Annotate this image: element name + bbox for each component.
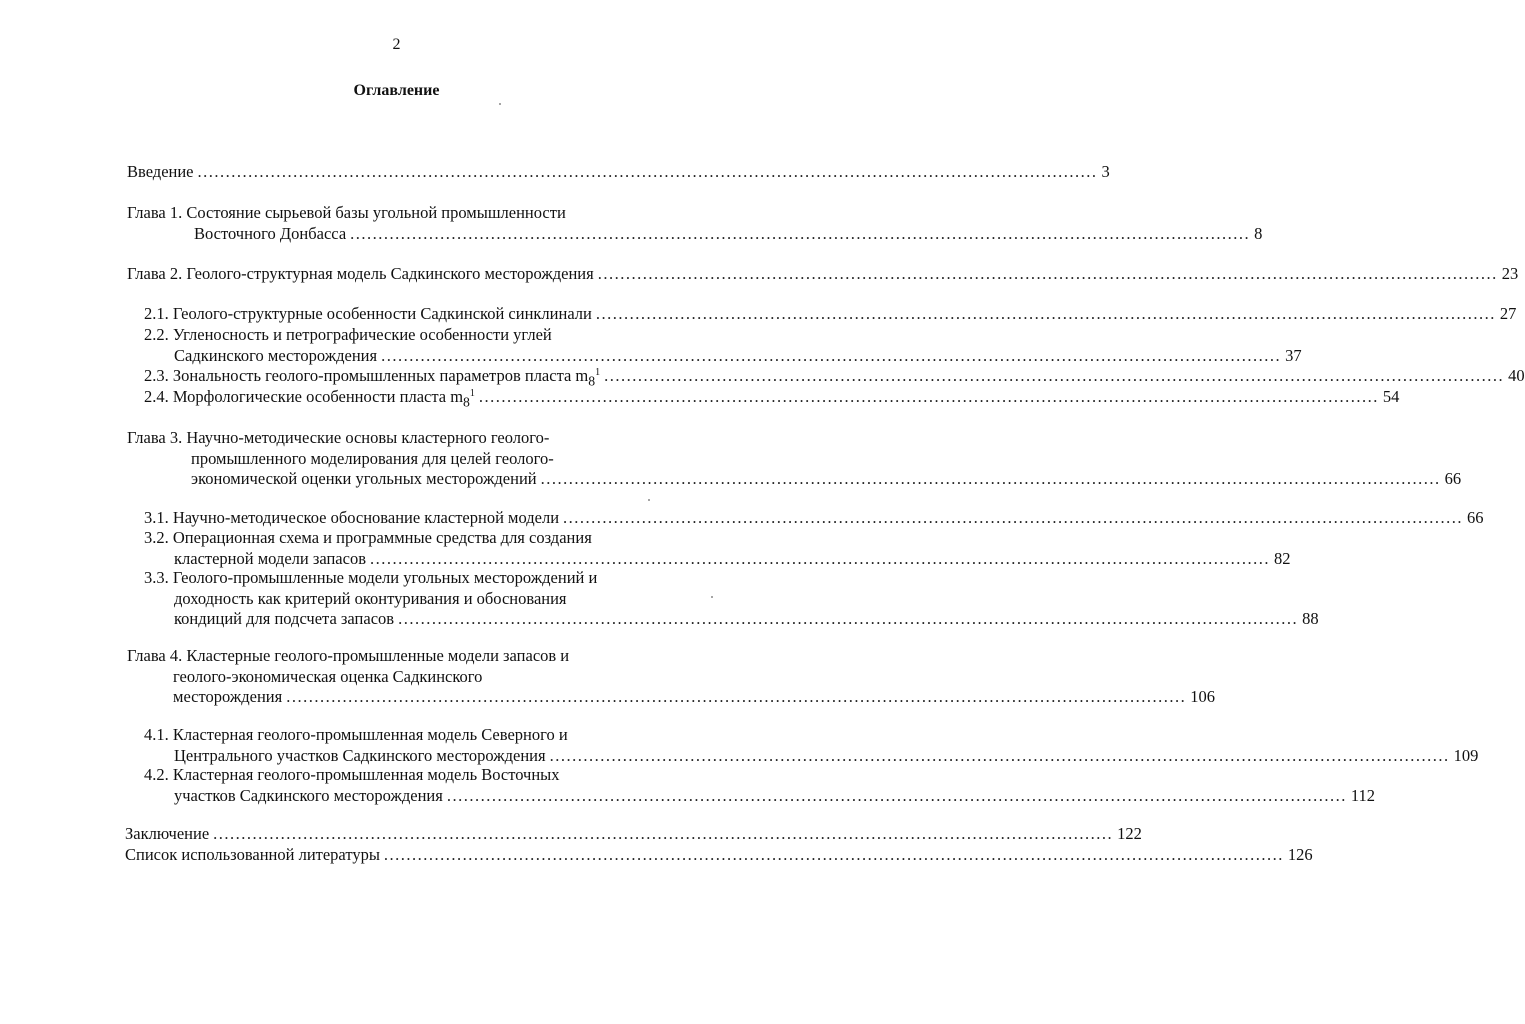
superscript: 1 bbox=[595, 367, 601, 378]
page-ref: 106 bbox=[1190, 687, 1215, 706]
page-ref: 66 bbox=[1444, 469, 1462, 488]
entry-number: 3.3. bbox=[144, 568, 169, 587]
toc-title: Оглавление bbox=[353, 82, 440, 99]
dot-leader: ................................................................................................................................................................ bbox=[595, 304, 1496, 323]
page-ref: 112 bbox=[1350, 785, 1375, 805]
page-ref: 126 bbox=[1287, 845, 1313, 864]
toc-entry-chapter-4[interactable] bbox=[127, 646, 1215, 708]
entry-number: Глава 3. bbox=[127, 428, 183, 447]
entry-title-cont: доходность как критерий оконтуривания и обоснования bbox=[174, 588, 567, 608]
page-ref: 3 bbox=[1101, 162, 1110, 181]
entry-title-cont: Садкинского месторождения bbox=[174, 345, 378, 365]
entry-title: Список использованной литературы bbox=[125, 845, 380, 864]
page-ref: 88 bbox=[1302, 609, 1319, 628]
toc-entry-section-2-3[interactable] bbox=[144, 366, 1525, 389]
dot-leader: ................................................................................................................................................................ bbox=[540, 469, 1441, 488]
scan-speck bbox=[499, 103, 501, 105]
entry-title-cont: экономической оценки угольных месторождений bbox=[191, 469, 537, 488]
entry-title-cont: месторождения bbox=[173, 687, 283, 706]
entry-title: Зональность геолого-промышленных параметров пласта m bbox=[172, 366, 589, 385]
dot-leader: ................................................................................................................................................................ bbox=[446, 785, 1347, 805]
toc-entry-section-3-1[interactable] bbox=[144, 508, 1484, 529]
entry-number: 4.2. bbox=[144, 765, 169, 784]
toc-entry-section-2-4[interactable] bbox=[144, 387, 1400, 410]
entry-title-cont: кластерной модели запасов bbox=[174, 548, 366, 568]
dot-leader: ................................................................................................................................................................ bbox=[197, 162, 1098, 181]
page-ref: 27 bbox=[1499, 304, 1517, 323]
page-number: 2 bbox=[392, 36, 401, 53]
subscript: 8 bbox=[463, 394, 470, 410]
dot-leader: ................................................................................................................................................................ bbox=[369, 548, 1270, 568]
entry-title: Геолого-промышленные модели угольных месторождений и bbox=[172, 568, 598, 587]
entry-title-cont: участков Садкинского месторождения bbox=[174, 785, 443, 805]
dot-leader: ................................................................................................................................................................ bbox=[383, 845, 1284, 864]
toc-entry-section-3-2[interactable] bbox=[144, 528, 1291, 569]
scan-speck bbox=[711, 596, 713, 598]
page-ref: 54 bbox=[1382, 387, 1400, 406]
toc-entry-chapter-2[interactable] bbox=[127, 264, 1519, 285]
entry-title: Кластерная геолого-промышленная модель Восточных bbox=[172, 765, 560, 784]
dot-leader: ................................................................................................................................................................ bbox=[563, 508, 1464, 527]
entry-number: 4.1. bbox=[144, 725, 169, 744]
entry-title-cont: геолого-экономическая оценка Садкинского bbox=[173, 666, 483, 686]
toc-entry-section-4-1[interactable] bbox=[144, 725, 1479, 766]
entry-number: 2.2. bbox=[144, 325, 169, 344]
toc-entry-conclusion[interactable] bbox=[125, 824, 1142, 845]
subscript: 8 bbox=[588, 373, 596, 389]
scan-speck bbox=[648, 499, 650, 501]
entry-title: Геолого-структурная модель Садкинского месторождения bbox=[186, 264, 594, 283]
entry-title-cont: Центрального участков Садкинского месторождения bbox=[174, 745, 546, 765]
entry-title: Введение bbox=[127, 162, 194, 181]
toc-entry-section-2-2[interactable] bbox=[144, 325, 1302, 366]
toc-entry-section-2-1[interactable] bbox=[144, 304, 1517, 325]
entry-title: Заключение bbox=[125, 824, 210, 843]
entry-number: 3.2. bbox=[144, 528, 169, 547]
dot-leader: ................................................................................................................................................................ bbox=[286, 687, 1187, 706]
dot-leader: ................................................................................................................................................................ bbox=[350, 223, 1251, 243]
entry-number: 2.3. bbox=[144, 366, 169, 385]
page-ref: 23 bbox=[1501, 264, 1519, 283]
entry-title: Кластерные геолого-промышленные модели запасов и bbox=[186, 646, 570, 665]
entry-title: Геолого-структурные особенности Садкинской синклинали bbox=[172, 304, 592, 323]
entry-number: Глава 1. bbox=[127, 203, 183, 222]
toc-entry-chapter-3[interactable] bbox=[127, 428, 1462, 490]
entry-title: Угленосность и петрографические особенности углей bbox=[172, 325, 552, 344]
toc-entry-section-4-2[interactable] bbox=[144, 765, 1375, 806]
toc-entry-section-3-3[interactable] bbox=[144, 568, 1319, 630]
entry-title: Состояние сырьевой базы угольной промышленности bbox=[186, 203, 566, 222]
entry-number: Глава 4. bbox=[127, 646, 183, 665]
page-ref: 66 bbox=[1467, 508, 1484, 527]
entry-title-cont: промышленного моделирования для целей геолого- bbox=[191, 448, 554, 468]
entry-title: Операционная схема и программные средства для создания bbox=[172, 528, 592, 547]
toc-entry-intro[interactable] bbox=[127, 162, 1110, 183]
page-ref: 109 bbox=[1453, 745, 1479, 765]
entry-number: Глава 2. bbox=[127, 264, 183, 283]
dot-leader: ................................................................................................................................................................ bbox=[381, 345, 1282, 365]
page-ref: 40 bbox=[1508, 366, 1525, 385]
entry-title-cont: кондиций для подсчета запасов bbox=[174, 609, 395, 628]
entry-title: Научно-методическое обоснование кластерной модели bbox=[172, 508, 560, 527]
page-ref: 8 bbox=[1254, 223, 1263, 243]
toc-entry-chapter-1[interactable] bbox=[127, 203, 1263, 244]
dot-leader: ................................................................................................................................................................ bbox=[549, 745, 1450, 765]
entry-title: Научно-методические основы кластерного геолого- bbox=[186, 428, 550, 447]
entry-number: 2.1. bbox=[144, 304, 169, 323]
dot-leader: ................................................................................................................................................................ bbox=[604, 366, 1505, 385]
superscript: 1 bbox=[469, 388, 475, 399]
dot-leader: ................................................................................................................................................................ bbox=[478, 387, 1379, 406]
page-ref: 37 bbox=[1285, 345, 1302, 365]
dot-leader: ................................................................................................................................................................ bbox=[213, 824, 1114, 843]
entry-title: Кластерная геолого-промышленная модель Северного и bbox=[172, 725, 568, 744]
dot-leader: ................................................................................................................................................................ bbox=[597, 264, 1498, 283]
page-ref: 82 bbox=[1273, 548, 1291, 568]
entry-number: 2.4. bbox=[144, 387, 169, 406]
dot-leader: ................................................................................................................................................................ bbox=[398, 609, 1299, 628]
entry-title-cont: Восточного Донбасса bbox=[194, 223, 347, 243]
page-ref: 122 bbox=[1117, 824, 1142, 843]
entry-number: 3.1. bbox=[144, 508, 169, 527]
entry-title: Морфологические особенности пласта m bbox=[172, 387, 464, 406]
toc-entry-references[interactable] bbox=[125, 845, 1313, 866]
